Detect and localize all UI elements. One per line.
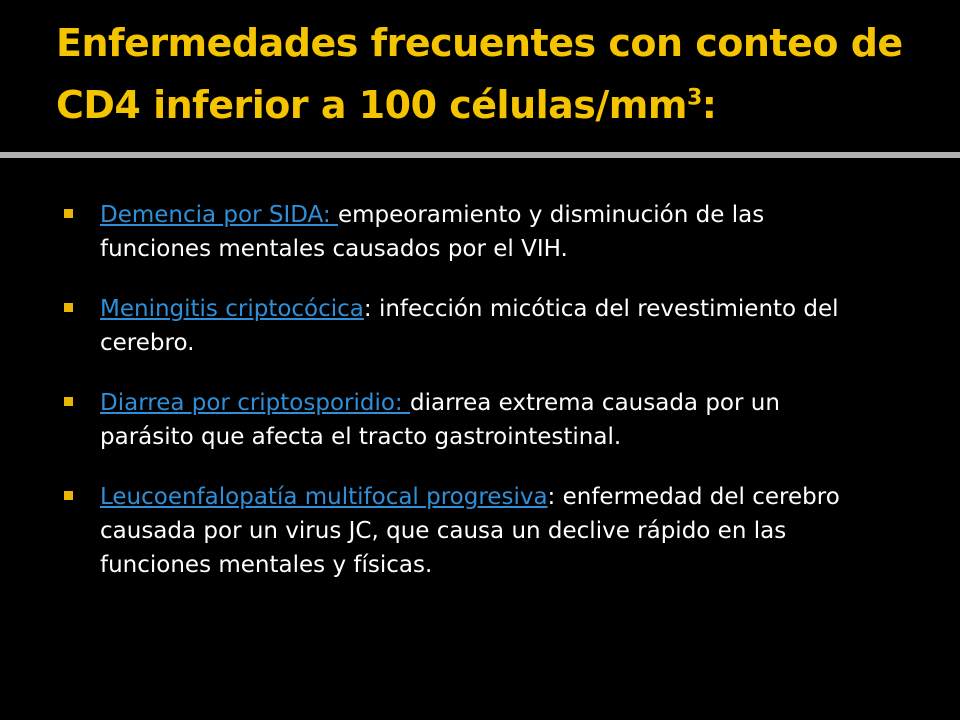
slide-title-superscript: 3 [686,85,702,111]
term-link-diarrhea[interactable]: Diarrea por criptosporidio: [100,390,410,416]
bullet-description: : enfermedad del cerebro causada por un virus JC, que causa un declive rápido en las funciones mentales y físicas. [100,484,840,578]
square-bullet-icon [64,303,73,312]
bullet-description: empeoramiento y disminución de las funciones mentales causados por el VIH. [100,202,765,262]
title-bar [0,0,960,150]
term-link-leukoencephalopathy[interactable]: Leucoenfalopatía multifocal progresiva [100,484,548,510]
slide-content [0,158,960,720]
bullet-item-diarrhea [64,386,864,454]
slide-title-colon: : [701,83,717,127]
term-link-dementia[interactable]: Demencia por SIDA: [100,202,338,228]
bullet-description: : infección micótica del revestimiento del cerebro. [100,296,839,356]
square-bullet-icon [64,397,73,406]
slide-title-text: Enfermedades frecuentes con conteo de CD4 inferior a 100 células/mm [56,21,903,127]
square-bullet-icon [64,491,73,500]
bullet-item-leukoencephalopathy [64,480,864,582]
bullet-item-dementia [64,198,864,266]
bullet-description: diarrea extrema causada por un parásito que afecta el tracto gastrointestinal. [100,390,780,450]
bullet-item-meningitis [64,292,864,360]
slide-title [56,12,936,136]
bullet-list [64,198,864,608]
term-link-meningitis[interactable]: Meningitis criptocócica [100,296,364,322]
square-bullet-icon [64,209,73,218]
